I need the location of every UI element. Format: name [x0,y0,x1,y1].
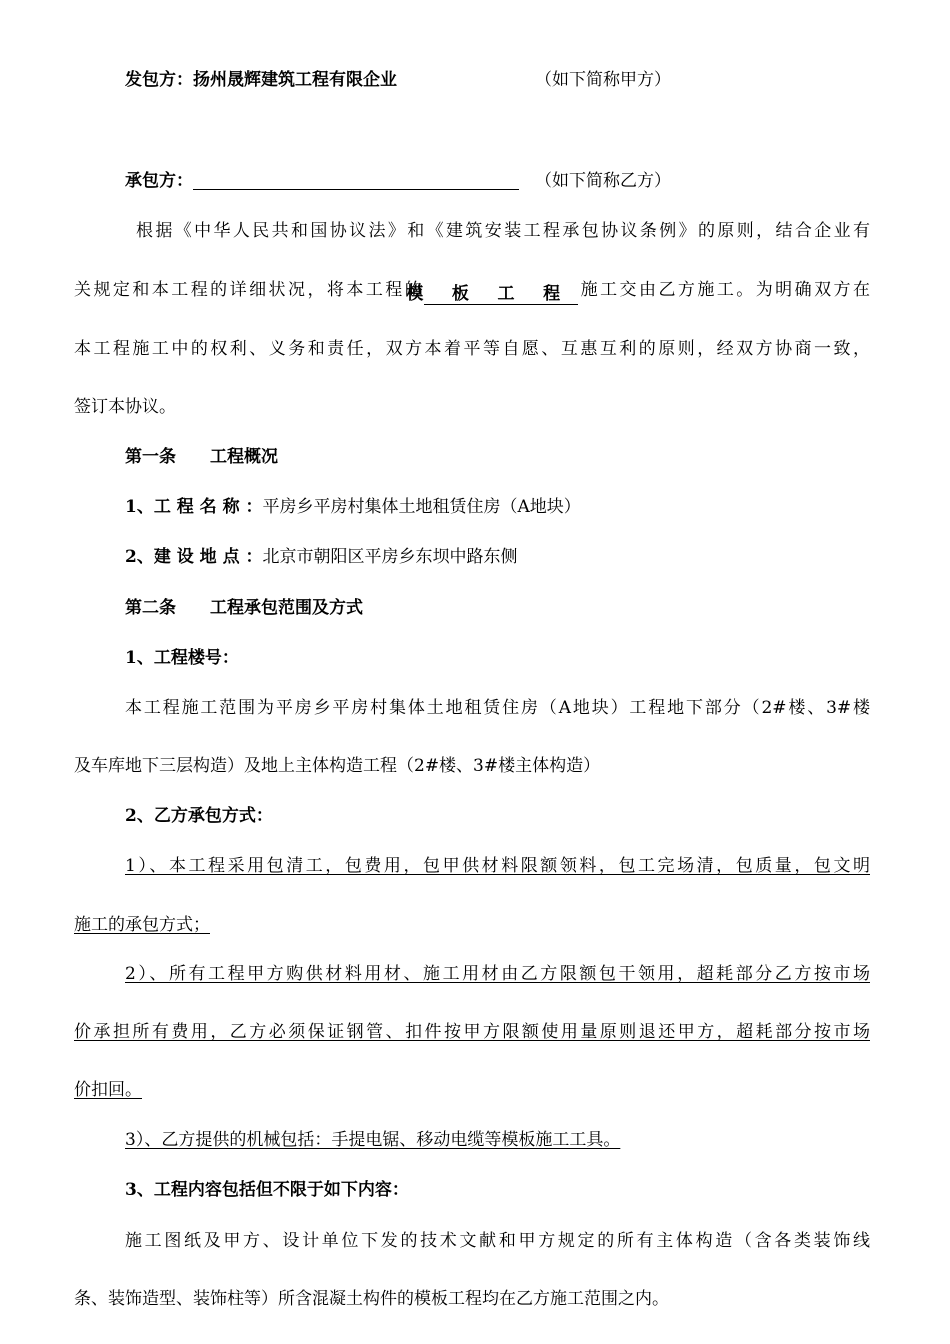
article-1-heading [125,445,278,469]
method-2-line-1: 2）、所有工程甲方购供材料用材、施工用材由乙方限额包干领用，超耗部分乙方按市场 [125,964,870,984]
method-1-line-2: 施工的承包方式； [74,915,210,935]
project-type: 模板工程 [406,284,561,304]
party-b-line [125,169,519,193]
intro-line-4: 签订本协议。 [74,397,176,417]
intro-line-3: 本工程施工中的权利、义务和责任，双方本着平等自愿、互惠互利的原则，经双方协商一致， [74,339,870,359]
method-1-line-1: 1）、本工程采用包清工，包费用，包甲供材料限额领料，包工完场清，包质量，包文明 [125,856,870,876]
section-content-heading: 3、工程内容包括但不限于如下内容： [125,1180,409,1200]
section-method-heading: 2、乙方承包方式： [125,806,273,826]
content-line-1: 施工图纸及甲方、设计单位下发的技术文献和甲方规定的所有主体构造（含各类装饰线 [125,1231,870,1251]
party-a-note: （如下简称甲方） [535,70,671,90]
content-line-2: 条、装饰造型、装饰柱等）所含混凝土构件的模板工程均在乙方施工范围之内。 [74,1289,669,1309]
method-3-line: 3）、乙方提供的机械包括：手提电锯、移动电缆等模板施工工具。 [125,1130,621,1150]
intro-line-1: 根据《中华人民共和国协议法》和《建筑安装工程承包协议条例》的原则，结合企业有 [136,221,870,241]
party-a-line [125,68,397,92]
intro-line-2a: 关规定和本工程的详细状况，将本工程的 [74,280,425,300]
party-a-label: 发包方： [125,70,193,90]
section-building-heading: 1、工程楼号： [125,648,239,668]
article-1-number: 第一条 [125,447,176,467]
party-b-blank[interactable] [193,169,519,190]
party-b-note: （如下简称乙方） [535,171,671,191]
scope-line-1: 本工程施工范围为平房乡平房村集体土地租赁住房（A地块）工程地下部分（2#楼、3#楼 [125,698,870,718]
intro-line-2b: 施工交由乙方施工。为明确双方在 [578,280,871,300]
article-1-title: 工程概况 [210,447,278,467]
party-b-label: 承包方： [125,171,193,191]
method-2-line-2: 价承担所有费用，乙方必须保证钢管、扣件按甲方限额使用量原则退还甲方，超耗部分按市场 [74,1022,870,1042]
project-site-value: 北京市朝阳区平房乡东坝中路东侧 [262,547,518,567]
method-2-line-3: 价扣回。 [74,1080,142,1100]
article-2-title: 工程承包范围及方式 [210,598,363,618]
project-type-field[interactable] [406,284,578,305]
scope-line-2: 及车库地下三层构造）及地上主体构造工程（2#楼、3#楼主体构造） [74,756,601,776]
project-site-line [125,545,518,569]
article-2-number: 第二条 [125,598,176,618]
party-a-name: 扬州晟辉建筑工程有限企业 [193,70,397,90]
project-name-label: 1、工 程 名 称 ： [125,497,263,517]
intro-line-2 [74,278,870,305]
project-site-label: 2、建 设 地 点 ： [125,547,263,567]
article-2-heading [125,596,363,620]
project-name-value: 平房乡平房村集体土地租赁住房（A地块） [262,497,581,517]
project-name-line [125,495,581,519]
